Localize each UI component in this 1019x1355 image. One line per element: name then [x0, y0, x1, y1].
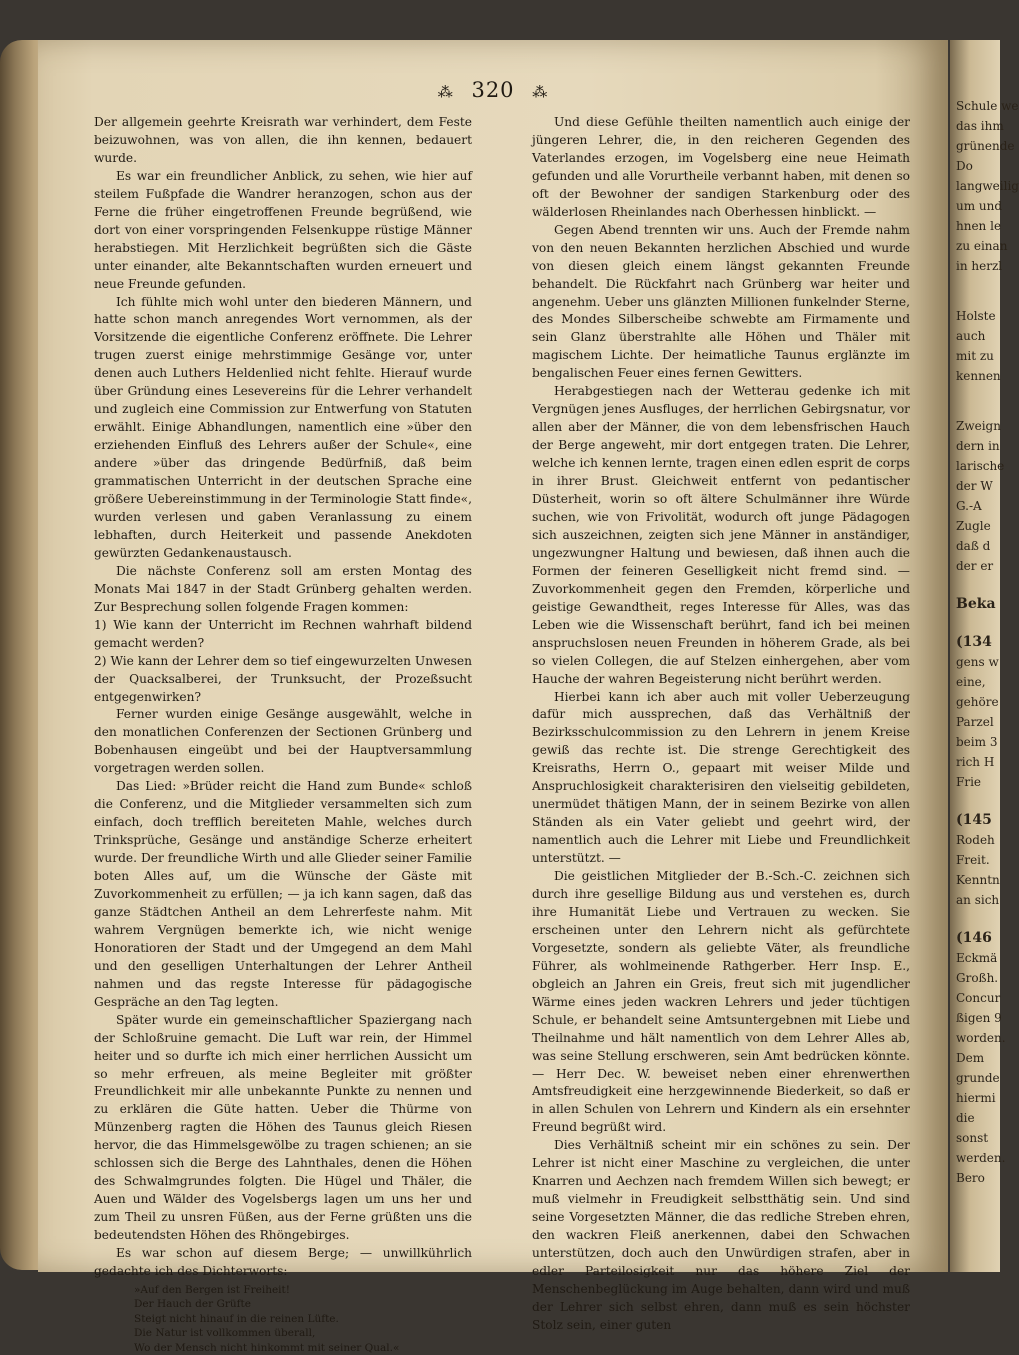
next-page-fragment: Kenntn [956, 873, 1000, 887]
next-page-fragment: Beka [956, 596, 996, 612]
paragraph: Das Lied: »Brüder reicht die Hand zum Bunde« schloß die Conferenz, und die Mitglieder versammelten sich zum einfach, doch trefflich bereiteten Mahle, welches durch Trinksprüche, Gesänge und anständige Scherze erheitert wurde. Der freundliche Wirth und alle Glieder seiner Familie boten Alles auf, um die Wünsche der Gäste mit Zuvorkommenheit zu erfüllen; — ja ich kann sagen, daß das ganze Städtchen Antheil an dem Lehrerfeste nahm. Mit wahrem Vergnügen bemerkte ich, wie nicht wenige Honoratioren der Stadt und der Umgegend an dem Mahl und den geselligen Unterhaltungen der Lehrer Antheil nahmen und das regste Interesse für pädagogische Gespräche an den Tag legten. [94, 779, 472, 1009]
next-page-fragment: Parzel [956, 715, 994, 729]
poem-line: Die Natur ist vollkommen überall, [134, 1327, 316, 1340]
next-page-fragment: eine, [956, 675, 986, 689]
next-page-fragment: (145 [956, 812, 992, 828]
next-page-fragment: larische [956, 459, 1005, 473]
ornament-right: ⁂ [532, 83, 549, 101]
question-1: 1) Wie kann der Unterricht im Rechnen wahrhaft bildend gemacht werden? [94, 617, 472, 650]
next-page-edge [950, 40, 1019, 1272]
next-page-fragment: ßigen 9 [956, 1011, 1002, 1025]
next-page-fragment: Schule we [956, 99, 1019, 113]
next-page-fragment: Do [956, 159, 973, 173]
next-page-fragment: (146 [956, 930, 992, 946]
next-page-fragment: mit zu [956, 349, 994, 363]
next-page-fragment: worden. [956, 1031, 1006, 1045]
page-header [38, 78, 948, 102]
poem-line: »Auf den Bergen ist Freiheit! [134, 1283, 290, 1296]
next-page-fragment: Bero [956, 1171, 985, 1185]
next-page-fragment: hiermi [956, 1091, 996, 1105]
next-page-fragment: Holste [956, 309, 996, 323]
next-page-fragment: das ihm [956, 119, 1004, 133]
paragraph: Herabgestiegen nach der Wetterau gedenke ich mit Vergnügen jenes Ausfluges, der herrlichen Gebirgsnatur, vor allen aber der Männer, die von dem lebensfrischen Hauch der Berge angeweht, mir dort entgegen traten. Die Lehrer, welche ich kennen lernte, tragen einen edlen esprit de corps in ihrer Brust. Gleichweit entfernt von pedantischer Düsterheit, worin so oft ältere Schulmänner ihre Würde suchen, wie von Frivolität, wodurch oft junge Pädagogen sich auszeichnen, zeigten sich jene Männer in anständiger, ungezwungner Haltung und bewiesen, daß ihnen auch die Formen der feineren Geselligkeit nicht fremd sind. — Zuvorkommenheit gegen den Fremden, körperliche und geistige Gewandtheit, reges Interesse für Alles, was das Leben wie die Wissenschaft berührt, fand ich bei meinen anspruchslosen neuen Freunden in höherem Grade, als bei so vielen Collegen, die auf Stelzen einhergehen, aber vom Hauche der wahren Begeisterung nicht berührt werden. [532, 384, 910, 686]
next-page-fragment: zu einan [956, 239, 1008, 253]
next-page-fragment: Eckmä [956, 951, 998, 965]
next-page-fragment: hnen le [956, 219, 1002, 233]
poem-line: Steigt nicht hinauf in die reinen Lüfte. [134, 1312, 339, 1325]
paragraph: Gegen Abend trennten wir uns. Auch der Fremde nahm von den neuen Bekannten herzlichen Abschied und wurde von diesen gleich einem längst gekannten Freunde behandelt. Die Rückfahrt nach Grünberg war heiter und angenehm. Ueber uns glänzten Millionen funkelnder Sterne, des Mondes Silberscheibe schwebte am Firmamente und sein Glanz überstrahlte alle Höhen und Thäler mit magischem Lichte. Der heimatliche Taunus erglänzte im bengalischen Feuer eines fernen Gewitters. [532, 222, 910, 381]
next-page-fragment: (134 [956, 634, 992, 650]
next-page-fragment: die [956, 1111, 975, 1125]
right-column [532, 114, 910, 1335]
next-page-fragment: um und [956, 199, 1003, 213]
next-page-fragment: Freit. [956, 853, 990, 867]
next-page-fragment: daß d [956, 539, 991, 553]
next-page-fragment: beim 3 [956, 735, 998, 749]
paragraph: Es war schon auf diesem Berge; — unwillkührlich gedachte ich des Dichterworts: [94, 1246, 472, 1278]
paragraph: Dies Verhältniß scheint mir ein schönes zu sein. Der Lehrer ist nicht einer Maschine zu vergleichen, die unter Knarren und Aechzen nach fremdem Willen sich bewegt; er muß vielmehr in Freudigkeit selbstthätig sein. Und sind seine Vorgesetzten Männer, die das redliche Streben ehren, den wackren Fleiß anerkennen, dabei den Schwachen unterstützen, doch auch den Unwürdigen strafen, aber in edler Parteilosigkeit nur das höhere Ziel der Menschenbeglückung im Auge behalten, dann wird und muß der Lehrer sich selbst ehren, dann muß es sein höchster Stolz sein, einer guten [532, 1138, 910, 1332]
next-page-fragment: Zweign [956, 419, 1001, 433]
ornament-left: ⁂ [437, 83, 454, 101]
next-page-fragment: grunde [956, 1071, 1000, 1085]
next-page-fragment: dern in [956, 439, 1000, 453]
next-page-fragment: der W [956, 479, 993, 493]
next-page-fragment: werden. [956, 1151, 1006, 1165]
paragraph: Die geistlichen Mitglieder der B.-Sch.-C. zeichnen sich durch ihre gesellige Bildung aus und verstehen es, durch ihre Humanität Liebe und Vertrauen zu wecken. Sie erscheinen unter den Lehrern nicht als gefürchtete Vorgesetzte, sondern als geliebte Väter, als freundliche Führer, als wohlmeinende Rathgerber. Herr Insp. E., obgleich an Jahren ein Greis, freut sich mit jugendlicher Wärme eines jeden wackren Lehrers und jeder tüchtigen Schule, er behandelt seine Amtsuntergebnen mit Liebe und Theilnahme und hält namentlich von dem Lehrer Alles ab, was seine Stellung erschweren, sein Amt bedrücken könnte. — Herr Dec. W. beweiset neben einer ehrenwerthen Amtsfreudigkeit eine herzgewinnende Biederkeit, so daß er in allen Schulen von Lehrern und Kindern als ein ersehnter Freund begrüßt wird. [532, 869, 910, 1135]
next-page-fragment: der er [956, 559, 994, 573]
question-2: 2) Wie kann der Lehrer dem so tief eingewurzelten Unwesen der Quacksalberei, der Trunksucht, der Prozeßsucht entgegenwirken? [94, 653, 472, 704]
paragraph: Ich fühlte mich wohl unter den biederen Männern, und hatte schon manch anregendes Wort vernommen, als der Vorsitzende die eigentliche Conferenz eröffnete. Die Lehrer trugen zuerst einige mehrstimmige Gesänge vor, unter denen auch Luthers Heldenlied nicht fehlte. Hierauf wurde über Gründung eines Lesevereins für die Lehrer verhandelt und zugleich eine Commission zur Entwerfung von Statuten erwählt. Einige Abhandlungen, namentlich eine »über den erziehenden Einfluß des Lehrers außer der Schule«, eine andere »über das dringende Bedürfniß, daß beim grammatischen Unterricht in der deutschen Sprache eine größere Uebereinstimmung in der Terminologie Statt finde«, wurden verlesen und gaben Veranlassung zu einem lebhaften, durch Heiterkeit und passende Anekdoten gewürzten Gedankenaustausch. [94, 294, 472, 560]
poem-line: Wo der Mensch nicht hinkommt mit seiner Qual.« [134, 1341, 400, 1354]
next-page-fragment: Dem [956, 1051, 985, 1065]
next-page-fragment: an sich [956, 893, 1000, 907]
paragraph: Und diese Gefühle theilten namentlich auch einige der jüngeren Lehrer, die, in den reicheren Gegenden des Vaterlandes erzogen, im Vogelsberg eine neue Heimath gefunden und alle Vorurtheile verbannt haben, mit denen so oft der Bewohner der sandigen Starkenburg oder des wälderlosen Rheinlandes nach Oberhessen hinblickt. — [532, 115, 910, 219]
next-page-fragment: Großh. [956, 971, 999, 985]
left-column [94, 114, 472, 1355]
next-page-fragment: kennen [956, 369, 1001, 383]
paragraph: Ferner wurden einige Gesänge ausgewählt, welche in den monatlichen Conferenzen der Sectionen Grünberg und Bobenhausen eingeübt und bei der Hauptversammlung vorgetragen werden sollen. [94, 707, 472, 776]
poem-quote [134, 1283, 472, 1355]
next-page-fragment: Concur [956, 991, 1001, 1005]
next-page-fragment: Frie [956, 775, 982, 789]
paragraph: Hierbei kann ich aber auch mit voller Ueberzeugung dafür mich aussprechen, daß das Verhältniß der Bezirksschulcommission zu den Lehrern in jenem Kreise gewiß das rechte ist. Die strenge Gerechtigkeit des Kreisraths, Herrn O., gepaart mit weiser Milde und Anspruchlosigkeit charakterisiren den vielseitig gebildeten, unermüdet thätigen Mann, der in seinem Bezirke von allen Ständen als ein Vater geliebt und geehrt wird, der namentlich auch die Lehrer mit Liebe und Freundlichkeit unterstützt. — [532, 689, 910, 866]
paragraph: Der allgemein geehrte Kreisrath war verhindert, dem Feste beizuwohnen, was von allen, die ihn kennen, bedauert wurde. [94, 115, 472, 165]
paragraph: Die nächste Conferenz soll am ersten Montag des Monats Mai 1847 in der Stadt Grünberg gehalten werden. Zur Besprechung sollen folgende Fragen kommen: [94, 563, 472, 614]
next-page-fragment: in herzl [956, 259, 1003, 273]
next-page-fragment: G.-A [956, 499, 982, 513]
next-page-fragment: Rodeh [956, 833, 995, 847]
paragraph: Es war ein freundlicher Anblick, zu sehen, wie hier auf steilem Fußpfade die Wandrer heranzogen, schon aus der Ferne die früher eingetroffenen Freunde begrüßend, wie dort von einer vorspringenden Felsenkuppe rüstige Männer herabstiegen. Mit Herzlichkeit begrüßten sich die Gäste unter einander, alte Bekanntschaften wurden erneuert und neue Freunde gefunden. [94, 168, 472, 291]
book-page [38, 40, 948, 1354]
next-page-fragment: langweilig [956, 179, 1019, 193]
next-page-fragment: Zugle [956, 519, 991, 533]
next-page-fragment: sonst [956, 1131, 989, 1145]
next-page-fragment: auch [956, 329, 986, 343]
paragraph: Später wurde ein gemeinschaftlicher Spaziergang nach der Schloßruine gemacht. Die Luft war rein, der Himmel heiter und so durfte ich mich einer herrlichen Aussicht um so mehr erfreuen, als meine Begleiter mit größter Freundlichkeit mir alle unbekannte Punkte zu nennen und zu erklären die Güte hatten. Ueber die Thürme von Münzenberg ragten die Höhen des Taunus gleich Riesen hervor, die das Himmelsgewölbe zu tragen schienen; an sie schlossen sich die Berge des Lahnthales, denen die Höhen des Schwalmgrundes folgten. Die Hügel und Thäler, die Auen und Wälder des Vogelsbergs lagen um uns her und zum Theil zu unsren Füßen, aus der Ferne grüßten uns die bedeutendsten Höhen des Rhöngebirges. [94, 1012, 472, 1243]
next-page-fragment: rich H [956, 755, 995, 769]
poem-line: Der Hauch der Grüfte [134, 1298, 251, 1311]
next-page-fragment: grünende [956, 139, 1015, 153]
page-number: 320 [471, 78, 515, 102]
next-page-fragment: gens w [956, 655, 999, 669]
next-page-fragment: gehöre [956, 695, 999, 709]
